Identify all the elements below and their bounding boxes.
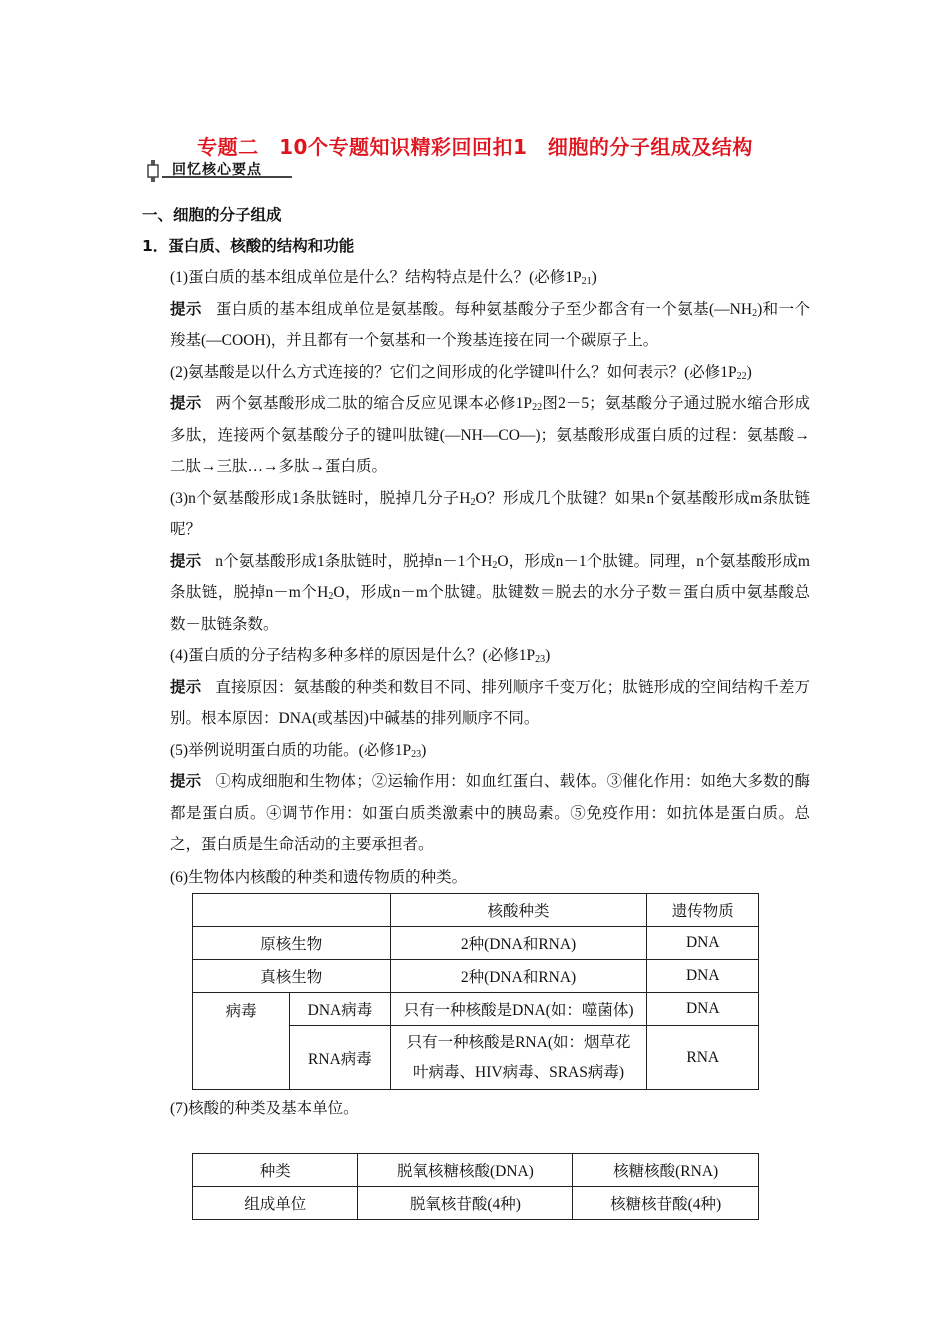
table-row [193, 894, 759, 927]
answer-1: 提示 蛋白质的基本组成单位是氨基酸。每种氨基酸分子至少都含有一个氨基$(—NH_2)$和一个羧基(—COOH)，并且都有一个氨基和一个羧基连接在同一个碳原子上。 [170, 299, 810, 349]
table-cell: 真核生物 [193, 960, 391, 993]
question-4: (4)蛋白质的分子结构多种多样的原因是什么？(必修$1P_{23}$) [170, 647, 551, 665]
table-row [193, 1154, 759, 1187]
answer-3: 提示 n个氨基酸形成1条肽链时，脱掉n－1个$H_2O$，形成n－1个肽键。同理，n个氨基酸形成m条肽链，脱掉n－m个$H_2O$，形成n－m个肽键。肽键数＝脱去的水分子数＝蛋白质中氨基酸总数－肽链条数。 [170, 551, 810, 633]
question-5: (5)举例说明蛋白质的功能。(必修$1P_{23}$) [170, 741, 427, 760]
section-heading: 一、细胞的分子组成 [142, 206, 282, 224]
table-row [193, 927, 759, 960]
table-cell: 只有一种核酸是DNA(如：噬菌体) [390, 993, 647, 1026]
section-banner [142, 158, 292, 184]
hint-label: 提示 [170, 299, 202, 318]
table-header: 核糖核酸(RNA) [573, 1154, 759, 1187]
table-header: 种类 [193, 1154, 358, 1187]
table-header: 脱氧核糖核酸(DNA) [358, 1154, 573, 1187]
answer-4: 提示 直接原因：氨基酸的种类和数目不同、排列顺序千变万化；肽链形成的空间结构千差万别。根本原因：DNA(或基因)中碱基的排列顺序不同。 [170, 677, 810, 727]
hint-label: 提示 [170, 772, 202, 790]
nucleic-acid-table [192, 893, 759, 1090]
hint-label: 提示 [170, 394, 202, 412]
table-cell: DNA病毒 [290, 993, 390, 1026]
qa-block [170, 262, 810, 861]
table-cell: RNA病毒 [290, 1026, 390, 1090]
table-cell: 只有一种核酸是RNA(如：烟草花 叶病毒、HIV病毒、SRAS病毒) [390, 1026, 647, 1090]
table-cell: DNA [647, 993, 759, 1026]
question-6: (6)生物体内核酸的种类和遗传物质的种类。 [170, 869, 468, 886]
table-cell: 2种(DNA和RNA) [390, 960, 647, 993]
table-cell [193, 894, 391, 927]
table-header: 核酸种类 [390, 894, 647, 927]
table-cell: 病毒 [193, 993, 290, 1090]
hint-label: 提示 [170, 677, 202, 696]
page-title: 专题二 10个专题知识精彩回回扣1 细胞的分子组成及结构 [197, 135, 753, 159]
nucleic-acid-unit-table [192, 1153, 759, 1220]
answer-5: 提示 ①构成细胞和生物体；②运输作用：如血红蛋白、载体。③催化作用：如绝大多数的酶都是蛋白质。④调节作用：如蛋白质类激素中的胰岛素。⑤免疫作用：如抗体是蛋白质。总之，蛋白质是生命活动的主要承担者。 [170, 772, 810, 853]
table-header: 遗传物质 [647, 894, 759, 927]
question-7: (7)核酸的种类及基本单位。 [170, 1100, 359, 1117]
banner-label: 回忆核心要点 [172, 162, 262, 178]
table-cell: RNA [647, 1026, 759, 1090]
table-row [193, 960, 759, 993]
hint-label: 提示 [170, 551, 202, 570]
subsection-heading: 1．蛋白质、核酸的结构和功能 [142, 237, 355, 255]
table-cell: DNA [647, 960, 759, 993]
question-1: (1)蛋白质的基本组成单位是什么？结构特点是什么？(必修$1P_{21}$) [170, 269, 597, 287]
table-cell: 核糖核苷酸(4种) [573, 1187, 759, 1220]
question-2: (2)氨基酸是以什么方式连接的？它们之间形成的化学键叫什么？如何表示？(必修$1P_{22}$) [170, 363, 752, 382]
table-row [193, 993, 759, 1026]
table-cell: 脱氧核苷酸(4种) [358, 1187, 573, 1220]
table-cell: 组成单位 [193, 1187, 358, 1220]
table-cell: 2种(DNA和RNA) [390, 927, 647, 960]
answer-2: 提示 两个氨基酸形成二肽的缩合反应见课本必修$1P_{22}$图2－5；氨基酸分子通过脱水缩合形成多肽，连接两个氨基酸分子的键叫肽键(—NH—CO—)；氨基酸形成蛋白质的过程：氨基酸→二肽→三肽…→多肽→蛋白质。 [170, 394, 810, 475]
table-cell: 原核生物 [193, 927, 391, 960]
table-cell: DNA [647, 927, 759, 960]
table-row [193, 1187, 759, 1220]
question-3: (3)n个氨基酸形成1条肽链时，脱掉几分子$H_2O$？形成几个肽键？如果n个氨基酸形成m条肽链呢？ [170, 489, 810, 538]
